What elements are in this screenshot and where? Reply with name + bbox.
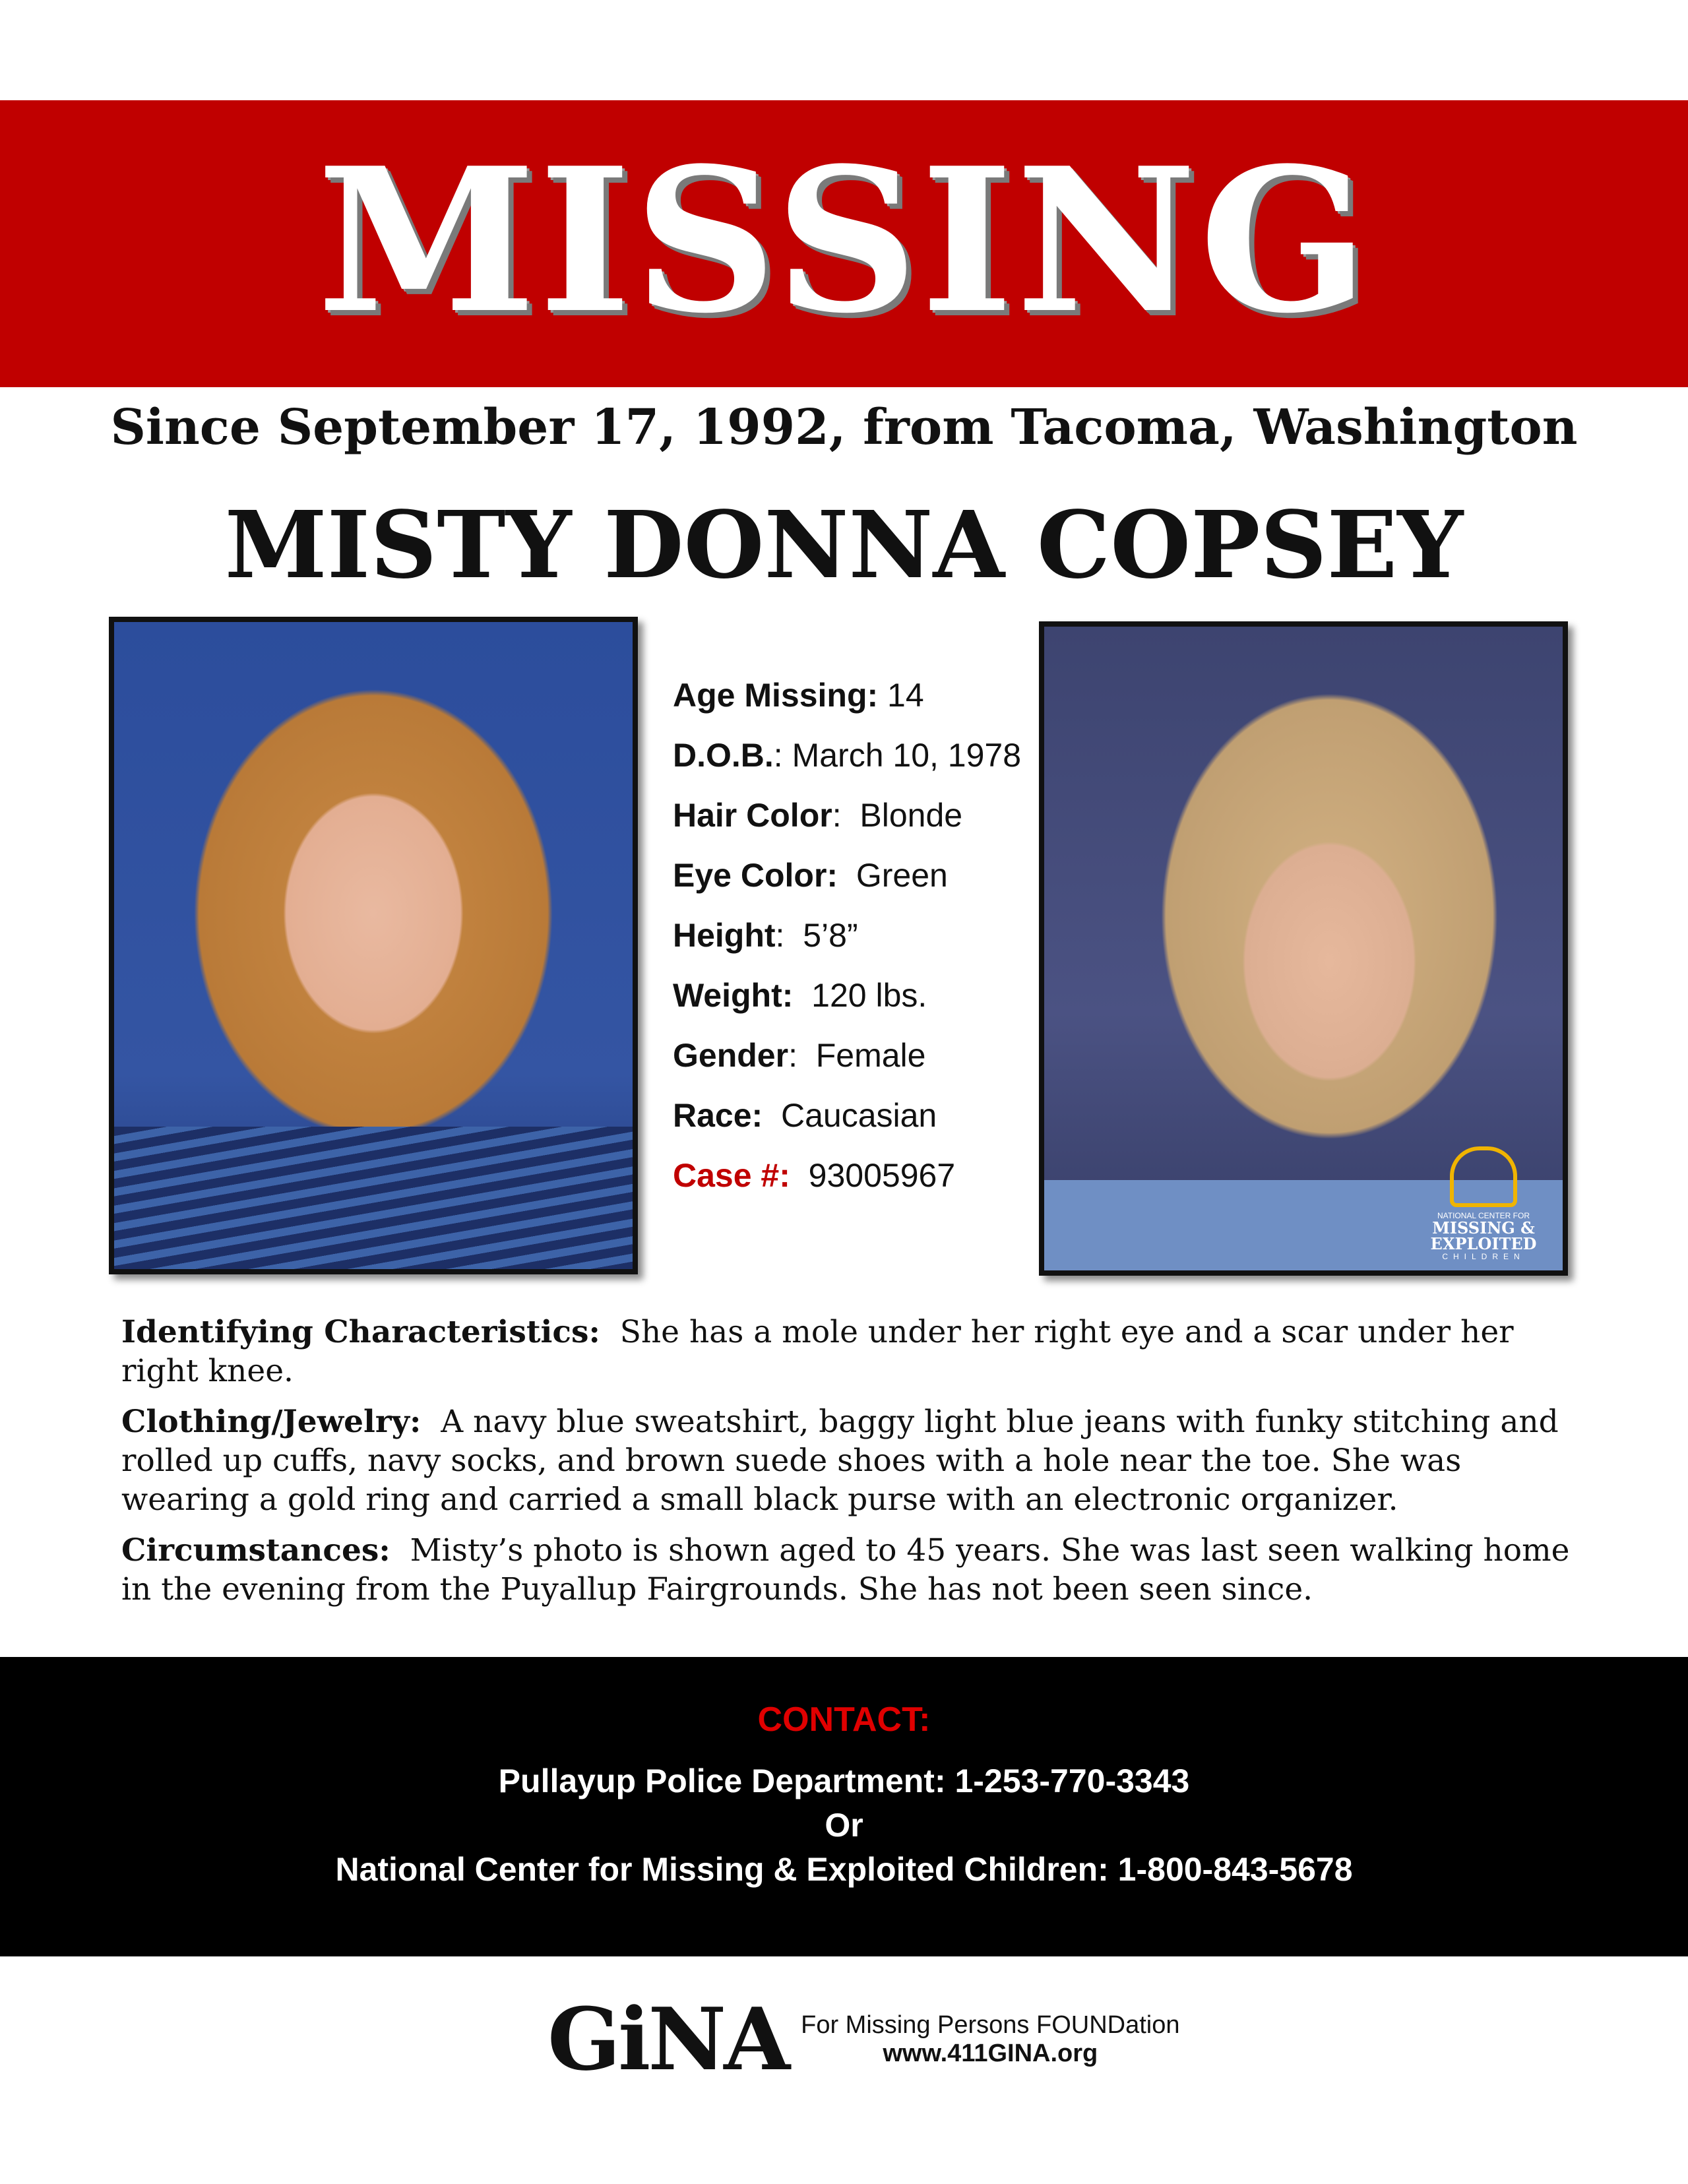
contact-or: Or (825, 1807, 863, 1844)
ncmec-logo (1424, 1146, 1543, 1261)
age-progressed-photo (1039, 621, 1568, 1276)
detail-label: Hair Color (673, 797, 832, 834)
identifying-label: Identifying Characteristics: (121, 1314, 600, 1350)
missing-title: MISSING (317, 124, 1371, 357)
ncmec-logo-line: EXPLOITED (1430, 1234, 1537, 1253)
identifying-characteristics (121, 1313, 1573, 1390)
detail-eye-color (673, 856, 1021, 916)
clothing-label: Clothing/Jewelry: (121, 1404, 422, 1440)
ncmec-logo-line: NATIONAL CENTER FOR (1437, 1211, 1530, 1220)
detail-label: Age Missing: (673, 677, 879, 714)
contact-police: Pullayup Police Department: 1-253-770-3343 (498, 1763, 1190, 1799)
identifying-text: She has a mole under her right eye and a scar under her right knee. (121, 1314, 1514, 1389)
gina-foundation-logo (547, 1989, 1180, 2090)
detail-label: Eye Color: (673, 857, 838, 894)
detail-value: 14 (878, 677, 924, 714)
ncmec-logo-line: CHILDREN (1442, 1252, 1525, 1261)
gina-url: www.411GINA.org (883, 2039, 1098, 2067)
circumstances-text: Misty’s photo is shown aged to 45 years. She was last seen walking home in the evening from the Puyallup Fairgrounds. She has not been seen since. (121, 1532, 1570, 1607)
circumstances-label: Circumstances: (121, 1532, 391, 1569)
description (121, 1313, 1573, 1621)
detail-label: D.O.B. (673, 737, 774, 774)
striped-shirt (114, 1127, 633, 1269)
heart-children-icon (1450, 1146, 1517, 1207)
detail-value: : Female (788, 1037, 926, 1074)
gina-tagline: For Missing Persons FOUNDation (801, 2011, 1180, 2039)
detail-hair-color (673, 796, 1021, 856)
detail-value: Caucasian (763, 1097, 937, 1134)
detail-label: Gender (673, 1037, 789, 1074)
detail-weight (673, 976, 1021, 1036)
detail-age-missing (673, 676, 1021, 736)
detail-value: : 5’8” (775, 917, 858, 954)
detail-height (673, 916, 1021, 976)
gina-tagline-block (801, 2011, 1179, 2068)
detail-value: 93005967 (790, 1157, 956, 1194)
photo-at-time-of-disappearance (109, 617, 638, 1274)
detail-value: : March 10, 1978 (773, 737, 1022, 774)
missing-person-name: MISTY DONNA COPSEY (224, 491, 1464, 600)
contact-ncmec: National Center for Missing & Exploited Children: 1-800-843-5678 (335, 1851, 1353, 1888)
missing-since-text: Since September 17, 1992, from Tacoma, Washington (110, 399, 1578, 456)
ncmec-logo-line: MISSING & (1432, 1218, 1535, 1237)
detail-value: : Blonde (832, 797, 963, 834)
detail-case-number (673, 1156, 1021, 1216)
detail-label: Case #: (673, 1157, 790, 1194)
clothing-text: A navy blue sweatshirt, baggy light blue jeans with funky stitching and rolled up cuffs, navy socks, and brown suede shoes with a hole near the toe. She was wearing a gold ring and carried a small black purse with an electronic organizer. (121, 1404, 1559, 1518)
detail-label: Height (673, 917, 776, 954)
detail-gender (673, 1036, 1021, 1096)
contact-section (0, 1657, 1688, 1956)
details-list (673, 676, 1021, 1216)
detail-dob (673, 736, 1021, 796)
detail-label: Race: (673, 1097, 763, 1134)
detail-value: Green (838, 857, 948, 894)
circumstances (121, 1531, 1573, 1609)
contact-heading: CONTACT: (757, 1700, 931, 1739)
detail-value: 120 lbs. (793, 977, 927, 1014)
detail-race (673, 1096, 1021, 1156)
clothing-jewelry (121, 1402, 1573, 1519)
detail-label: Weight: (673, 977, 794, 1014)
gina-logo-word: GiNA (547, 1989, 788, 2090)
